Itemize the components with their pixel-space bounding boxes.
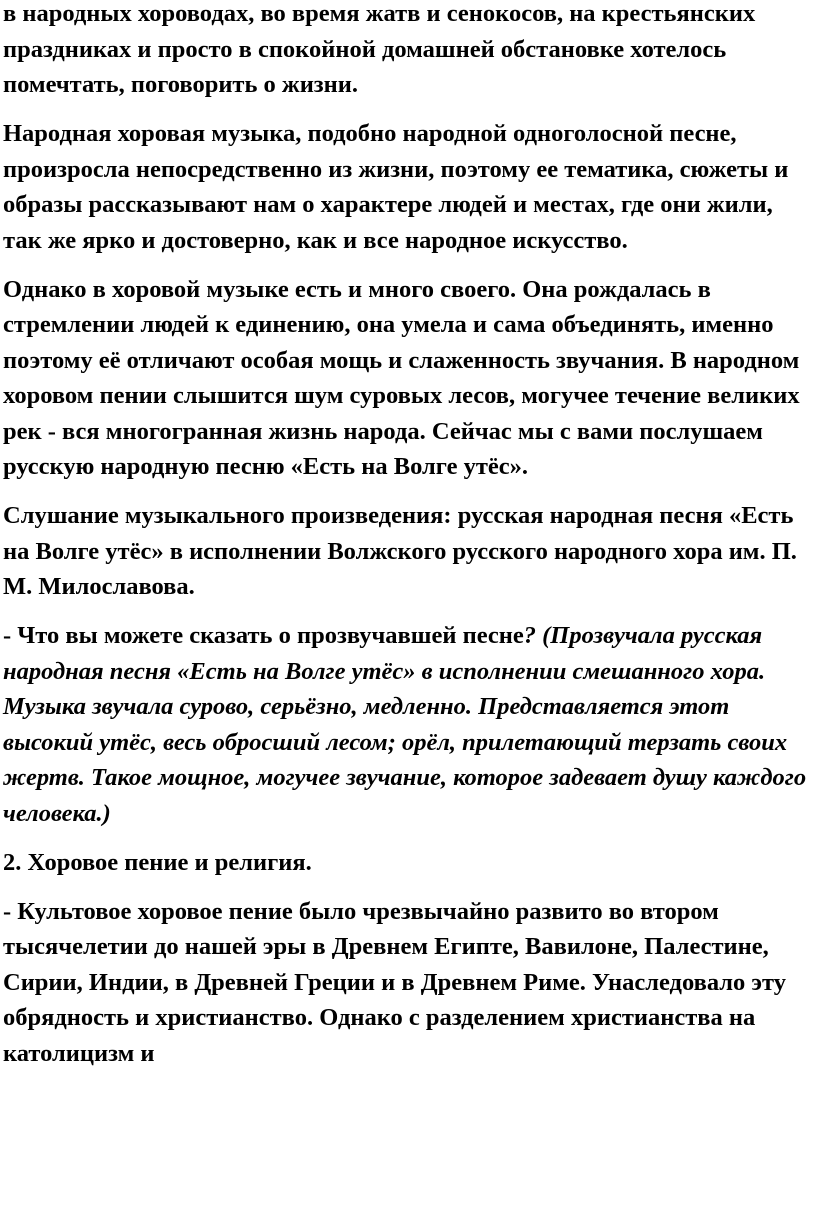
question-text: - Что вы можете сказать о прозвучавшей песне	[3, 622, 524, 649]
answer-text: ? (Прозвучала русская народная песня «Есть на Волге утёс» в исполнении смешанного хора. Музыка звучала сурово, серьёзно, медленно. Представляется этот высокий утёс, весь обросший лесом; орёл, прилетающий терзать своих жертв. Такое мощное, могучее звучание, которое задевает душу каждого человека.)	[3, 622, 807, 827]
paragraph-folk-round-dances: в народных хороводах, во время жатв и сенокосов, на крестьянских праздниках и просто в спокойной домашней обстановке хотелось помечтать, поговорить о жизни.	[3, 0, 756, 98]
paragraph-cult-choral-singing: - Культовое хоровое пение было чрезвычайно развито во втором тысячелетии до нашей эры в Древнем Египте, Вавилоне, Палестине, Сирии, Индии, в Древней Греции и в Древнем Риме. Унаследовало эту обрядность и христианство. Однако с разделением христианства на католицизм и	[3, 897, 786, 1067]
paragraph-listening-task: Слушание музыкального произведения: русская народная песня «Есть на Волге утёс» в исполнении Волжского русского народного хора им. П. М. Милославова.	[3, 502, 797, 600]
paragraph-choral-unity: Однако в хоровой музыке есть и много своего. Она рождалась в стремлении людей к единению, она умела и сама объединять, именно поэтому её отличают особая мощь и слаженность звучания. В народном хоровом пении слышится шум суровых лесов, могучее течение великих рек - вся многогранная жизнь народа. Сейчас мы с вами послушаем русскую народную песню «Есть на Волге утёс».	[3, 275, 800, 480]
paragraph-folk-choral-music: Народная хоровая музыка, подобно народной одноголосной песне, произросла непосредственно из жизни, поэтому ее тематика, сюжеты и образы рассказывают нам о характере людей и местах, где они жили, так же ярко и достоверно, как и все народное искусство.	[3, 120, 789, 254]
paragraph-question-answer	[3, 618, 812, 831]
section-heading-choral-religion: 2. Хоровое пение и религия.	[3, 848, 312, 876]
